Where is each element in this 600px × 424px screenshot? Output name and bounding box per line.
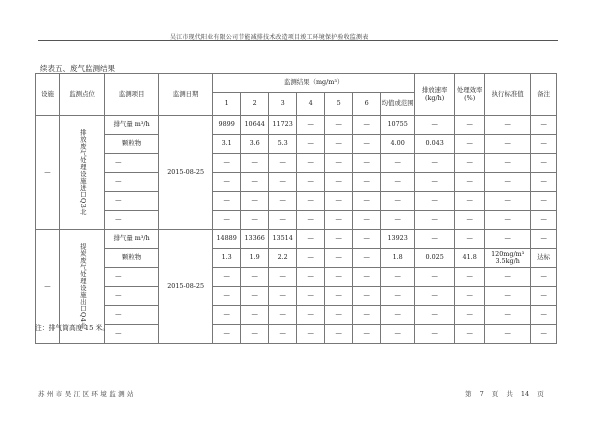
value-cell: — — [241, 287, 269, 306]
value-cell: — — [325, 211, 353, 230]
value-cell: — — [353, 173, 381, 192]
value-cell: — — [241, 325, 269, 344]
value-cell: — — [353, 192, 381, 211]
table-row — [36, 116, 557, 135]
remark-cell: — — [531, 211, 557, 230]
item-cell: — — [105, 173, 159, 192]
standard-cell: — — [485, 230, 531, 249]
value-cell: — — [297, 116, 325, 135]
value-cell: — — [325, 135, 353, 154]
mean-cell: — — [381, 154, 415, 173]
value-cell: — — [241, 211, 269, 230]
value-cell: 1.3 — [213, 249, 241, 268]
rate-cell: — — [415, 154, 455, 173]
value-cell: — — [325, 249, 353, 268]
rate-cell: — — [415, 230, 455, 249]
value-cell: — — [297, 268, 325, 287]
monitoring-table — [35, 73, 557, 344]
value-cell: — — [297, 249, 325, 268]
item-cell: 颗粒物 — [105, 135, 159, 154]
efficiency-cell: — — [455, 325, 485, 344]
col-rate: 排放速率(kg/h) — [415, 74, 455, 116]
rate-cell: 0.043 — [415, 135, 455, 154]
value-cell: — — [353, 287, 381, 306]
remark-cell: — — [531, 230, 557, 249]
value-cell: — — [269, 192, 297, 211]
item-cell: 排气量 m³/h — [105, 116, 159, 135]
value-cell: — — [213, 192, 241, 211]
equipment-cell: — — [36, 230, 60, 344]
value-cell: — — [269, 325, 297, 344]
value-cell: — — [325, 268, 353, 287]
efficiency-cell: — — [455, 287, 485, 306]
value-cell: — — [353, 249, 381, 268]
value-cell: — — [353, 268, 381, 287]
mean-cell: 1.8 — [381, 249, 415, 268]
value-cell: — — [297, 287, 325, 306]
value-cell: — — [213, 287, 241, 306]
rate-cell: — — [415, 287, 455, 306]
mean-cell: — — [381, 306, 415, 325]
efficiency-cell: — — [455, 116, 485, 135]
footnote: 注：排气筒高度 15 米。 — [35, 324, 110, 332]
item-cell: — — [105, 306, 159, 325]
value-cell: — — [269, 287, 297, 306]
col-run-3: 3 — [269, 93, 297, 116]
col-equipment: 设施 — [36, 74, 60, 116]
col-date: 监测日期 — [159, 74, 213, 116]
efficiency-cell: — — [455, 211, 485, 230]
value-cell: — — [325, 306, 353, 325]
table-title: 续表五、废气监测结果 — [40, 64, 115, 73]
rate-cell: — — [415, 116, 455, 135]
table-row — [36, 249, 557, 268]
efficiency-cell: — — [455, 154, 485, 173]
value-cell: — — [325, 116, 353, 135]
mean-cell: — — [381, 268, 415, 287]
value-cell: — — [241, 192, 269, 211]
value-cell: — — [297, 325, 325, 344]
value-cell: — — [297, 192, 325, 211]
mean-cell: — — [381, 325, 415, 344]
table-row — [36, 154, 557, 173]
value-cell: — — [241, 306, 269, 325]
table-row — [36, 287, 557, 306]
mean-cell: 4.00 — [381, 135, 415, 154]
value-cell: — — [241, 173, 269, 192]
value-cell: — — [269, 268, 297, 287]
point-cell: 提炭废气处理设施出口Q4北 — [60, 230, 105, 344]
table-row — [36, 325, 557, 344]
standard-cell: — — [485, 211, 531, 230]
value-cell: — — [297, 211, 325, 230]
standard-cell: 120mg/m³ 3.5kg/h — [485, 249, 531, 268]
value-cell: 10644 — [241, 116, 269, 135]
value-cell: — — [353, 211, 381, 230]
col-remark: 备注 — [531, 74, 557, 116]
standard-cell: — — [485, 135, 531, 154]
report-header: 吴江市现代阳业有限公司节能减排技术改造项目竣工环境保护验收监测表 — [170, 34, 369, 41]
value-cell: — — [213, 173, 241, 192]
value-cell: 3.6 — [241, 135, 269, 154]
rate-cell: 0.025 — [415, 249, 455, 268]
remark-cell: — — [531, 268, 557, 287]
rate-cell: — — [415, 268, 455, 287]
col-run-6: 6 — [353, 93, 381, 116]
value-cell: — — [325, 325, 353, 344]
value-cell: — — [213, 268, 241, 287]
remark-cell: 达标 — [531, 249, 557, 268]
standard-cell: — — [485, 287, 531, 306]
mean-cell: 13923 — [381, 230, 415, 249]
value-cell: 5.3 — [269, 135, 297, 154]
col-mean: 均值或范围 — [381, 93, 415, 116]
remark-cell: — — [531, 135, 557, 154]
col-run-4: 4 — [297, 93, 325, 116]
value-cell: 2.2 — [269, 249, 297, 268]
value-cell: — — [213, 325, 241, 344]
standard-cell: — — [485, 192, 531, 211]
value-cell: — — [297, 154, 325, 173]
rate-cell: — — [415, 173, 455, 192]
table-row — [36, 211, 557, 230]
value-cell: — — [325, 192, 353, 211]
efficiency-cell: — — [455, 306, 485, 325]
standard-cell: — — [485, 268, 531, 287]
date-cell: 2015-08-25 — [159, 116, 213, 230]
item-cell: — — [105, 192, 159, 211]
remark-cell: — — [531, 325, 557, 344]
value-cell: — — [325, 154, 353, 173]
value-cell: — — [213, 154, 241, 173]
standard-cell: — — [485, 116, 531, 135]
value-cell: — — [353, 306, 381, 325]
col-efficiency: 处理效率(%) — [455, 74, 485, 116]
standard-cell: — — [485, 154, 531, 173]
value-cell: — — [353, 154, 381, 173]
value-cell: 13366 — [241, 230, 269, 249]
remark-cell: — — [531, 154, 557, 173]
item-cell: — — [105, 287, 159, 306]
value-cell: — — [353, 135, 381, 154]
col-run-5: 5 — [325, 93, 353, 116]
header-rule — [38, 40, 558, 41]
item-cell: 颗粒物 — [105, 249, 159, 268]
remark-cell: — — [531, 306, 557, 325]
point-cell: 排放废气处理设施进口Q3北 — [60, 116, 105, 230]
value-cell: — — [325, 230, 353, 249]
mean-cell: 10755 — [381, 116, 415, 135]
col-run-2: 2 — [241, 93, 269, 116]
remark-cell: — — [531, 173, 557, 192]
value-cell: — — [297, 173, 325, 192]
item-cell: — — [105, 154, 159, 173]
col-standard: 执行标准值 — [485, 74, 531, 116]
standard-cell: — — [485, 173, 531, 192]
value-cell: — — [241, 154, 269, 173]
value-cell: — — [297, 306, 325, 325]
efficiency-cell: — — [455, 173, 485, 192]
col-run-1: 1 — [213, 93, 241, 116]
value-cell: — — [297, 230, 325, 249]
value-cell: — — [213, 306, 241, 325]
value-cell: — — [325, 287, 353, 306]
efficiency-cell: — — [455, 268, 485, 287]
rate-cell: — — [415, 306, 455, 325]
table-row — [36, 192, 557, 211]
value-cell: — — [297, 135, 325, 154]
col-point: 监测点位 — [60, 74, 105, 116]
remark-cell: — — [531, 287, 557, 306]
value-cell: 9899 — [213, 116, 241, 135]
equipment-cell: — — [36, 116, 60, 230]
table-row — [36, 173, 557, 192]
col-item: 监测项目 — [105, 74, 159, 116]
footer-org: 苏州市吴江区环境监测站 — [38, 390, 136, 398]
value-cell: 3.1 — [213, 135, 241, 154]
efficiency-cell: 41.8 — [455, 249, 485, 268]
mean-cell: — — [381, 173, 415, 192]
value-cell: 1.9 — [241, 249, 269, 268]
efficiency-cell: — — [455, 230, 485, 249]
value-cell: — — [353, 116, 381, 135]
rate-cell: — — [415, 211, 455, 230]
value-cell: 14889 — [213, 230, 241, 249]
item-cell: — — [105, 325, 159, 344]
mean-cell: — — [381, 211, 415, 230]
value-cell: — — [213, 211, 241, 230]
item-cell: — — [105, 211, 159, 230]
rate-cell: — — [415, 192, 455, 211]
efficiency-cell: — — [455, 192, 485, 211]
date-cell: 2015-08-25 — [159, 230, 213, 344]
value-cell: — — [269, 173, 297, 192]
value-cell: 11723 — [269, 116, 297, 135]
value-cell: — — [269, 306, 297, 325]
standard-cell: — — [485, 306, 531, 325]
item-cell: — — [105, 268, 159, 287]
efficiency-cell: — — [455, 135, 485, 154]
mean-cell: — — [381, 192, 415, 211]
col-result-header: 监测结果（mg/m³） — [213, 74, 415, 93]
value-cell: — — [353, 230, 381, 249]
value-cell: — — [269, 154, 297, 173]
table-row — [36, 135, 557, 154]
value-cell: — — [353, 325, 381, 344]
page-number: 第 7 页 共 14 页 — [465, 390, 544, 398]
value-cell: — — [269, 211, 297, 230]
value-cell: 13514 — [269, 230, 297, 249]
rate-cell: — — [415, 325, 455, 344]
standard-cell: — — [485, 325, 531, 344]
table-row — [36, 306, 557, 325]
value-cell: — — [325, 173, 353, 192]
value-cell: — — [241, 268, 269, 287]
remark-cell: — — [531, 192, 557, 211]
mean-cell: — — [381, 287, 415, 306]
remark-cell: — — [531, 116, 557, 135]
table-row — [36, 268, 557, 287]
item-cell: 排气量 m³/h — [105, 230, 159, 249]
table-row — [36, 230, 557, 249]
